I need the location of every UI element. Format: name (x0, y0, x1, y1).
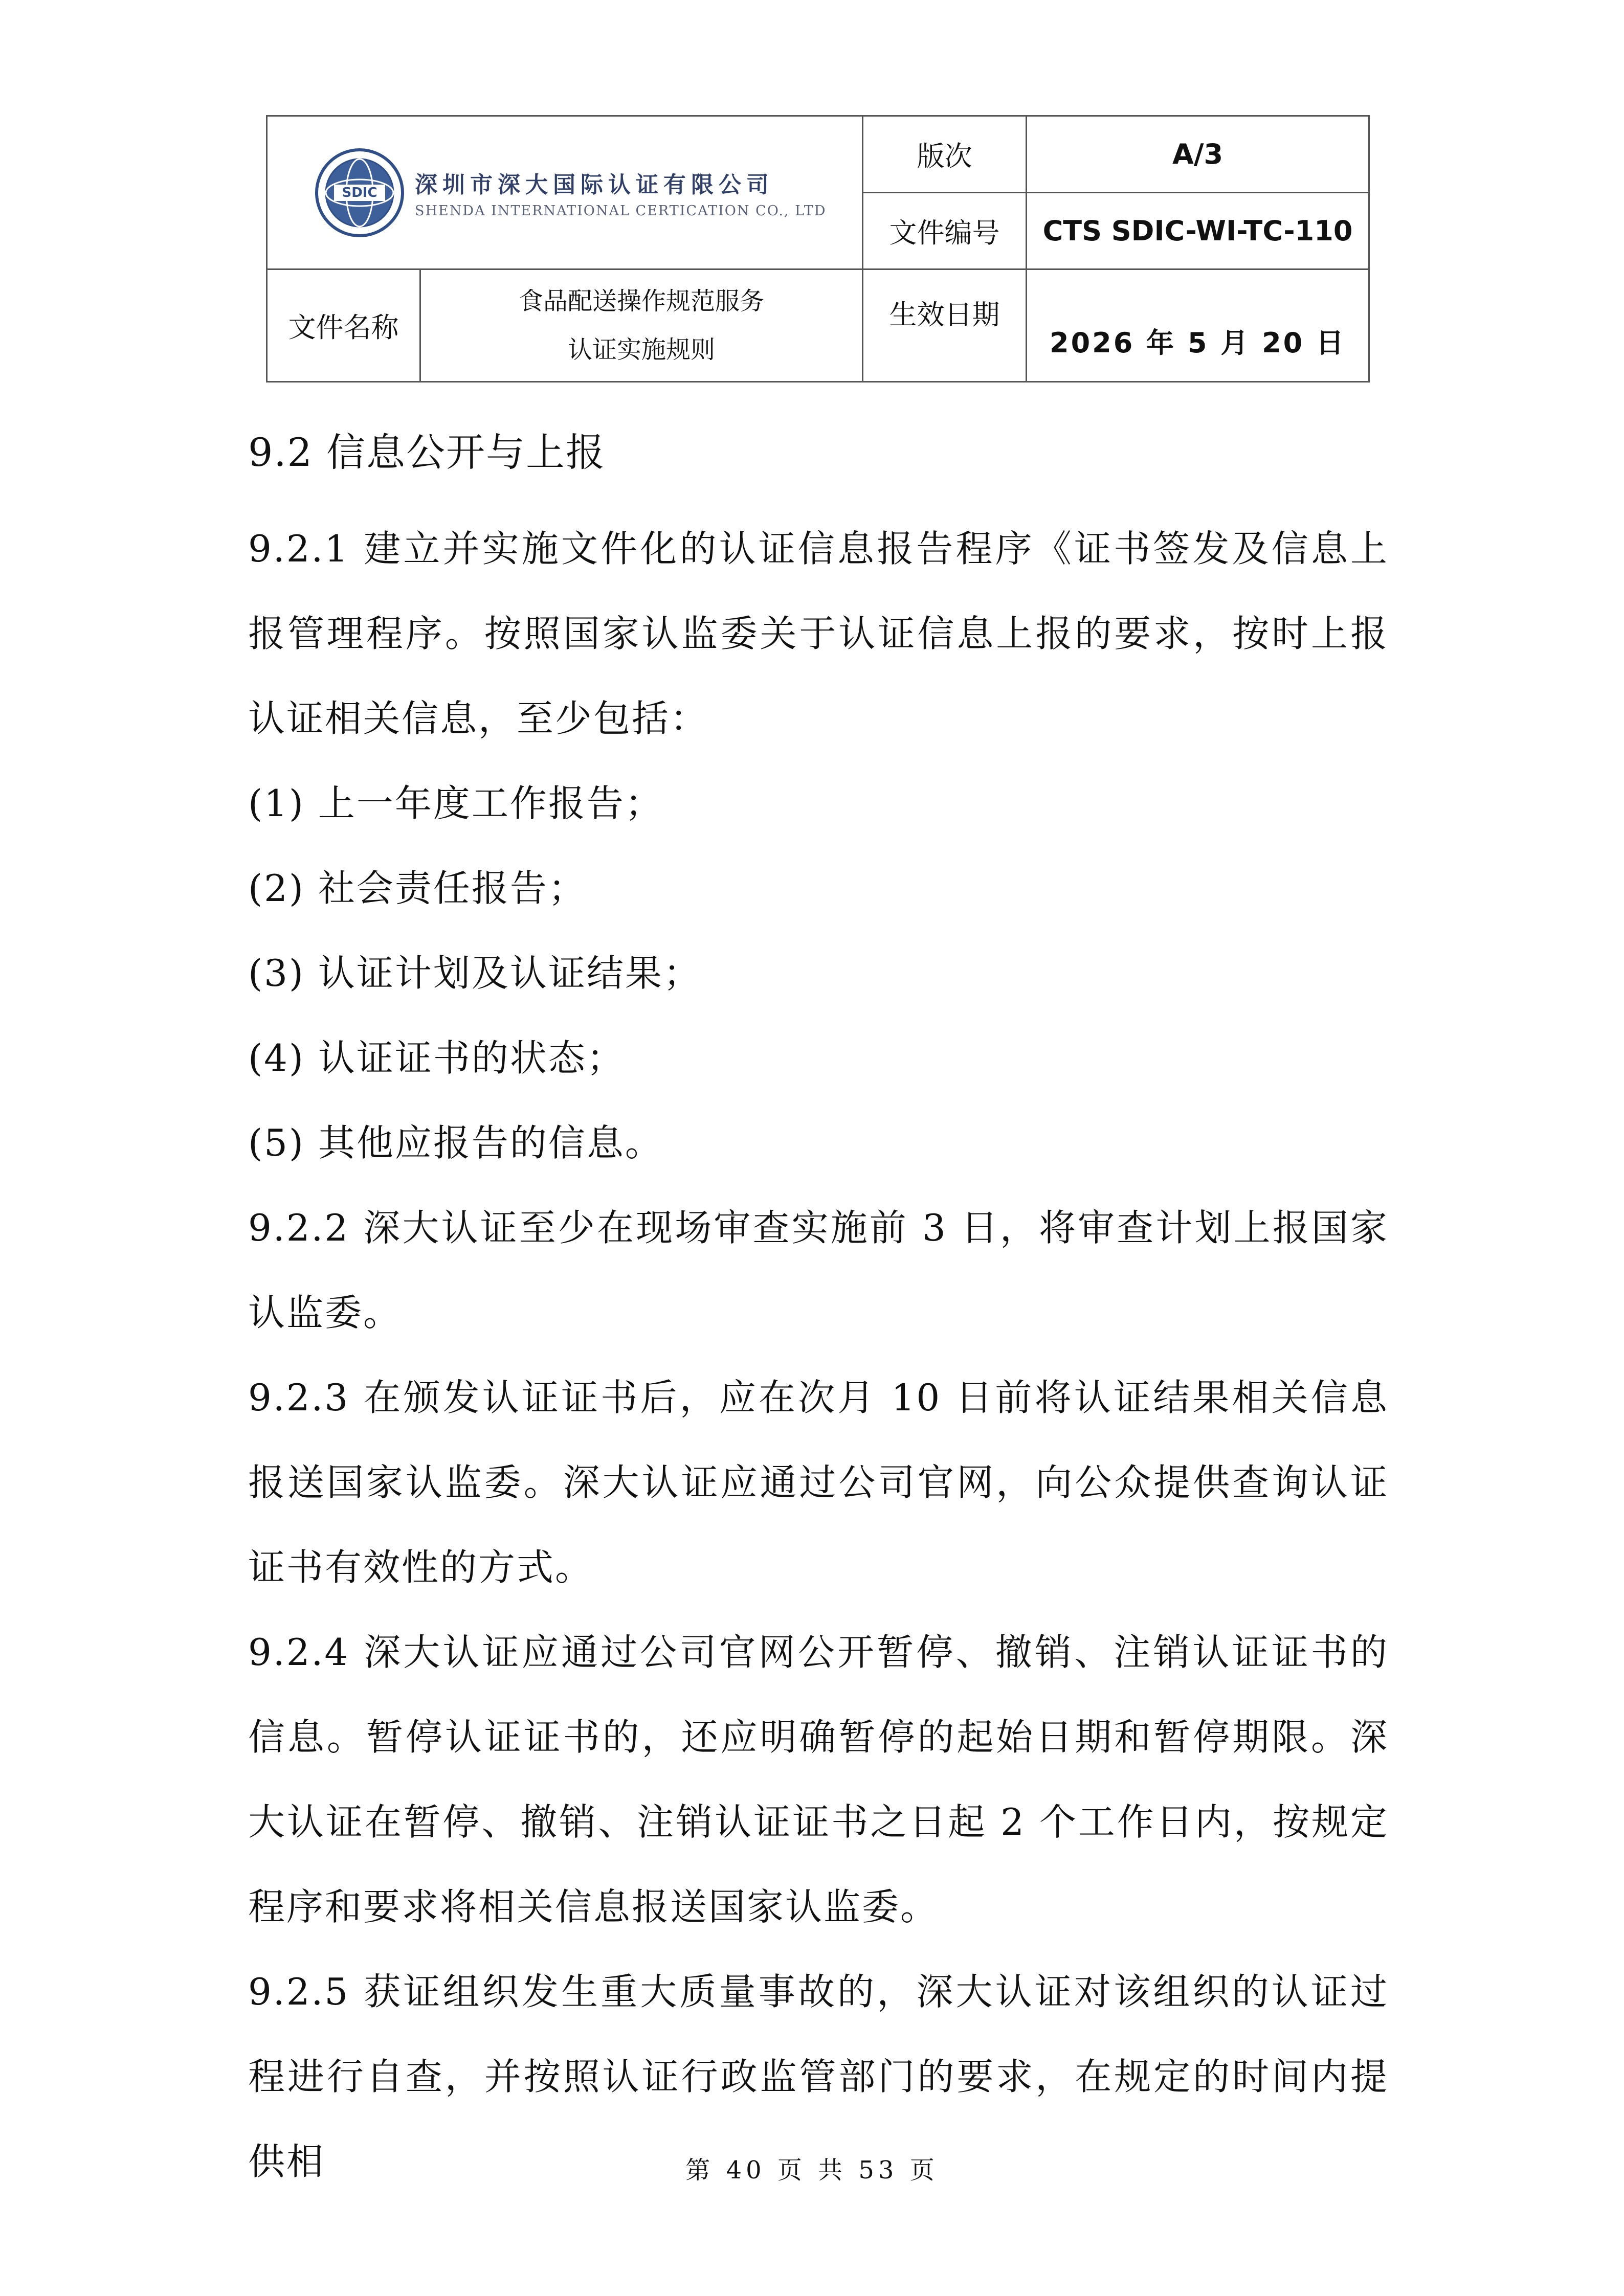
company-name-cn: 深圳市深大国际认证有限公司 (415, 172, 774, 198)
paragraph-9-2-3: 9.2.3 在颁发认证证书后，应在次月 10 日前将认证结果相关信息报送国家认监委。深大认证应通过公司官网，向公众提供查询认证证书有效性的方式。 (248, 1376, 1389, 1589)
list-item: (5) 其他应报告的信息。 (248, 1121, 663, 1164)
effective-date-value: 2026 年 5 月 20 日 (1027, 269, 1369, 382)
paragraph-9-2-1: 9.2.1 建立并实施文件化的认证信息报告程序《证书签发及信息上报管理程序。按照国家认监委关于认证信息上报的要求，按时上报认证相关信息，至少包括： (248, 527, 1389, 740)
page-number-footer: 第 40 页 共 53 页 (685, 2156, 939, 2185)
doc-number-label: 文件编号 (863, 193, 1027, 269)
paragraph-9-2-2: 9.2.2 深大认证至少在现场审查实施前 3 日，将审查计划上报国家认监委。 (248, 1206, 1389, 1334)
company-logo-cell (267, 116, 863, 269)
document-header-table (266, 115, 1370, 382)
section-content (248, 424, 1389, 2204)
company-name-en: SHENDA INTERNATIONAL CERTICATION CO., LTD (415, 203, 827, 219)
file-name-value (420, 269, 863, 382)
file-name-line1: 食品配送操作规范服务 (519, 286, 765, 316)
effective-date-label: 生效日期 (863, 269, 1027, 382)
file-name-label: 文件名称 (267, 269, 420, 382)
file-name-line2: 认证实施规则 (568, 335, 716, 364)
list-item: (2) 社会责任报告； (248, 867, 587, 910)
version-label: 版次 (863, 116, 1027, 193)
paragraph-9-2-5: 9.2.5 获证组织发生重大质量事故的，深大认证对该组织的认证过程进行自查，并按照认证行政监管部门的要求，在规定的时间内提供相 (248, 1970, 1389, 2183)
list-item: (1) 上一年度工作报告； (248, 782, 663, 825)
logo-mark-text: SDIC (342, 185, 377, 200)
list-item: (3) 认证计划及认证结果； (248, 952, 702, 995)
company-logo-icon (314, 147, 406, 239)
version-value: A/3 (1027, 116, 1369, 193)
list-item: (4) 认证证书的状态； (248, 1037, 625, 1079)
paragraph-9-2-4: 9.2.4 深大认证应通过公司官网公开暂停、撤销、注销认证证书的信息。暂停认证证书的，还应明确暂停的起始日期和暂停期限。深大认证在暂停、撤销、注销认证证书之日起 2 个工作日内，按规定程序和要求将相关信息报送国家认监委。 (248, 1631, 1389, 1928)
doc-number-value: CTS SDIC-WI-TC-110 (1027, 193, 1369, 269)
section-title: 9.2 信息公开与上报 (248, 430, 606, 475)
